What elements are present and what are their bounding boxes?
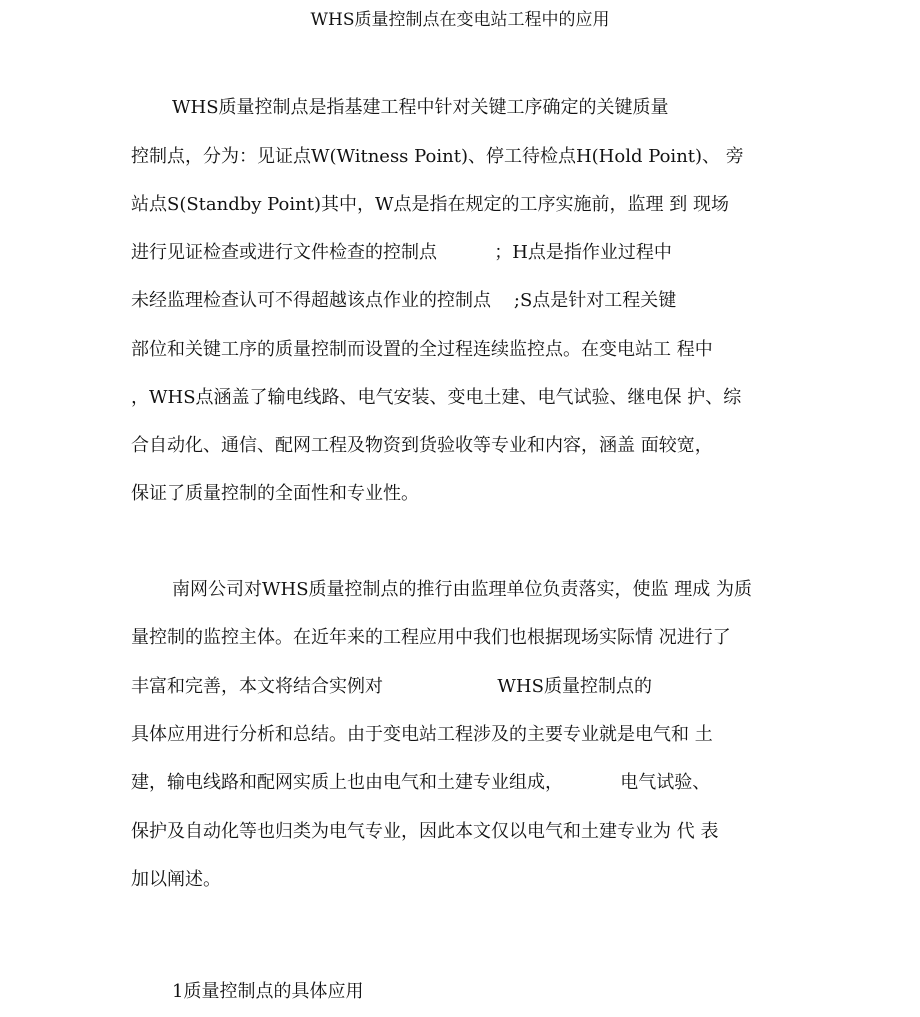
paragraph-line: 建，输电线路和配网实质上也由电气和土建专业组成， 电气试验、	[131, 772, 711, 793]
paragraph-line: 未经监理检查认可不得超越该点作业的控制点 ;S点是针对工程关键	[131, 290, 677, 311]
paragraph-line: 部位和关键工序的质量控制而设置的全过程连续监控点。在变电站工 程中	[131, 339, 713, 360]
paragraph-line: 量控制的监控主体。在近年来的工程应用中我们也根据现场实际情 况进行了	[131, 627, 731, 648]
paragraph-line: 丰富和完善，本文将结合实例对 WHS质量控制点的	[131, 676, 652, 697]
paragraph-line: 保护及自动化等也归类为电气专业，因此本文仅以电气和土建专业为 代 表	[131, 821, 719, 842]
paragraph-line: 保证了质量控制的全面性和专业性。	[131, 483, 419, 504]
paragraph-line: ，WHS点涵盖了输电线路、电气安装、变电土建、电气试验、继电保 护、综	[131, 387, 742, 408]
paragraph-line: 站点S(Standby Point)其中，W点是指在规定的工序实施前，监理 到 现场	[131, 194, 729, 215]
document-title: WHS质量控制点在变电站工程中的应用	[310, 10, 610, 30]
paragraph-line: 合自动化、通信、配网工程及物资到货验收等专业和内容，涵盖 面较宽，	[131, 435, 713, 456]
paragraph-line: 南网公司对WHS质量控制点的推行由监理单位负责落实，使监 理成 为质	[172, 579, 752, 600]
section-heading: 1质量控制点的具体应用	[172, 981, 364, 1002]
paragraph-line: 具体应用进行分析和总结。由于变电站工程涉及的主要专业就是电气和 土	[131, 724, 713, 745]
paragraph-line: 进行见证检查或进行文件检查的控制点 ；H点是指作业过程中	[131, 242, 672, 263]
paragraph-line: 加以阐述。	[131, 869, 221, 890]
paragraph-line: 控制点，分为：见证点W(Witness Point)、停工待检点H(Hold Point)、 旁	[131, 146, 744, 167]
paragraph-line: WHS质量控制点是指基建工程中针对关键工序确定的关键质量	[172, 97, 669, 118]
